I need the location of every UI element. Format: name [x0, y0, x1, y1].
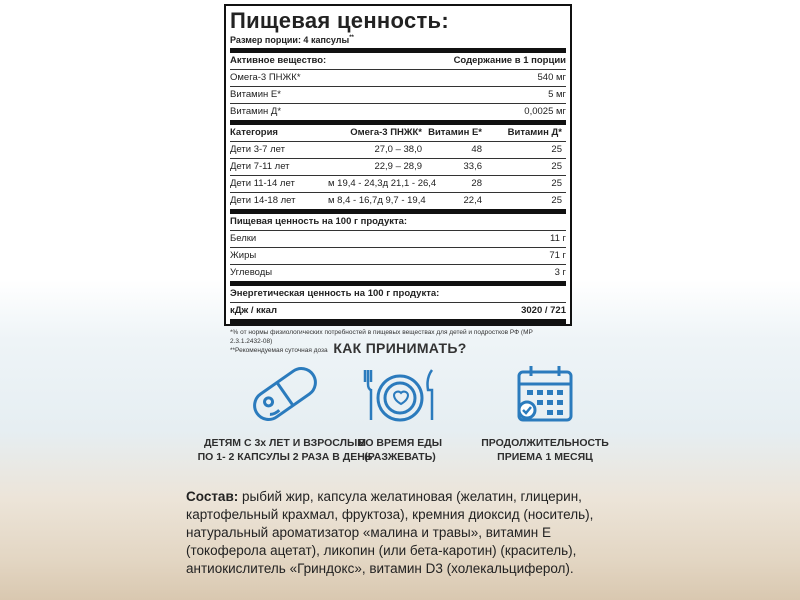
step-with-food: ВО ВРЕМЯ ЕДЫ (РАЗЖЕВАТЬ) [350, 360, 450, 464]
step-duration: ПРОДОЛЖИТЕЛЬНОСТЬ ПРИЕМА 1 МЕСЯЦ [470, 360, 620, 464]
category-header-row: Категория Омега-3 ПНЖК* Витамин Е* Витамин Д* [230, 125, 566, 142]
per100-header-row: Пищевая ценность на 100 г продукта: [230, 214, 566, 231]
how-to-take-title: КАК ПРИНИМАТЬ? [333, 340, 467, 356]
category-row: Дети 11-14 лет м 19,4 - 24,3 д 21,1 - 26,4 28 25 [230, 176, 566, 193]
active-row: Витамин Д* 0,0025 мг [230, 106, 566, 117]
composition-text: Состав: рыбий жир, капсула желатиновая (желатин, глицерин, картофельный крахмал, фруктоза), кремния диоксид (носитель), натуральный ароматизатор «малина и травы», витамин Е (токоферола ацетат), ликопин (или бета-каротин) (краситель), антиокислитель «Гриндокс», витамин D3 (холекальциферол). [186, 489, 594, 576]
label-title: Пищевая ценность: [230, 8, 449, 33]
composition-label: Состав: [186, 489, 239, 504]
active-row: Витамин Е* 5 мг [230, 87, 566, 104]
per100-row: Жиры 71 г [230, 248, 566, 265]
category-row: Дети 14-18 лет м 8,4 - 16,7 д 9,7 - 19,4 22,4 25 [230, 195, 562, 206]
serving-size: Размер порции: 4 капсулы** [230, 35, 354, 45]
category-row: Дети 3-7 лет 27,0 – 38,0 48 25 [230, 142, 566, 159]
step-dosage: ДЕТЯМ С 3х ЛЕТ И ВЗРОСЛЫМ ПО 1- 2 КАПСУЛЫ 2 РАЗА В ДЕНЬ [160, 360, 410, 464]
footnotes: *% от нормы физиологических потребностей в пищевых веществах для детей и подростков РФ (МР 2.3.1.2432-08) **Рекомендуемая суточная доза [230, 329, 533, 354]
per100-row: Углеводы 3 г [230, 267, 566, 278]
plate-cutlery-icon [359, 360, 441, 428]
energy-row: кДж / ккал 3020 / 721 [230, 305, 566, 316]
per100-row: Белки 11 г [230, 231, 566, 248]
category-row: Дети 7-11 лет 22,9 – 28,9 33,6 25 [230, 159, 566, 176]
calendar-icon [505, 360, 585, 428]
capsule-icon [245, 360, 325, 428]
energy-header-row: Энергетическая ценность на 100 г продукта: [230, 286, 566, 303]
active-header-row: Активное вещество: Содержание в 1 порции [230, 53, 566, 70]
active-row: Омега-3 ПНЖК* 540 мг [230, 70, 566, 87]
